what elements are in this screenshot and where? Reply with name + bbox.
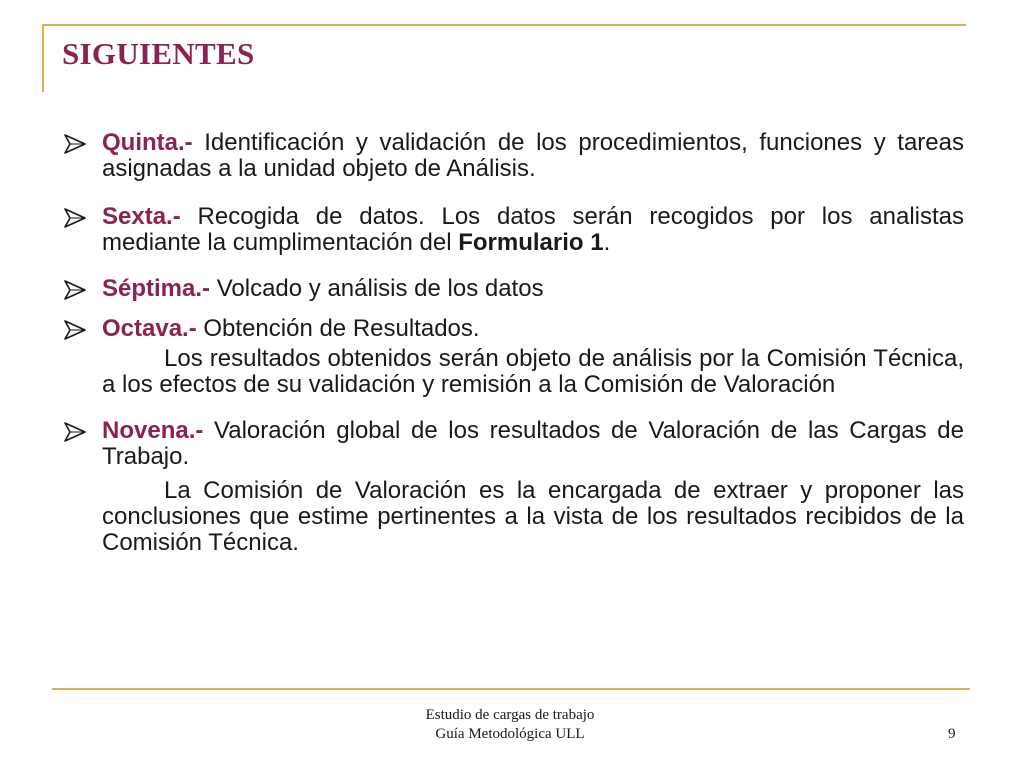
- item-paragraph-octava: Los resultados obtenidos serán objeto de análisis por la Comisión Técnica, a los efectos de su validación y remisión a la Comisión de Valoración: [102, 345, 964, 398]
- item-text: Obtención de Resultados.: [196, 315, 480, 342]
- arrowhead-bullet-icon: [64, 422, 86, 442]
- left-rule: [42, 24, 44, 92]
- list-item-quinta: [62, 130, 964, 182]
- item-lead: Quinta.-: [102, 129, 193, 156]
- item-lead: Novena.-: [102, 417, 204, 444]
- top-rule: [42, 24, 966, 26]
- list-item-octava: [62, 316, 964, 342]
- item-lead: Séptima.-: [102, 275, 211, 302]
- arrowhead-bullet-icon: [64, 134, 86, 154]
- arrowhead-bullet-icon: [64, 208, 86, 228]
- item-text: Recogida de datos. Los datos serán recogidos por los analistas mediante la cumplimentación del: [102, 203, 964, 256]
- list-item-septima: [62, 276, 964, 302]
- footer: [360, 706, 660, 744]
- slide-content: [62, 130, 964, 572]
- list-item-novena: [62, 418, 964, 470]
- item-text: Volcado y análisis de los datos: [210, 275, 544, 302]
- item-lead: Octava.-: [102, 315, 197, 342]
- bottom-rule: [52, 688, 970, 690]
- item-bold-text: Formulario 1: [458, 229, 604, 256]
- footer-line-2: Guía Metodológica ULL: [435, 726, 585, 742]
- item-paragraph-novena: La Comisión de Valoración es la encargada de extraer y proponer las conclusiones que estime pertinentes a la vista de los resultados recibidos de la Comisión Técnica.: [102, 477, 964, 556]
- slide-title: SIGUIENTES: [62, 36, 255, 71]
- page-number: 9: [948, 726, 956, 742]
- item-lead: Sexta.-: [102, 203, 181, 230]
- item-text: Identificación y validación de los procedimientos, funciones y tareas asignadas a la unidad objeto de Análisis.: [102, 129, 964, 182]
- list-item-sexta: [62, 204, 964, 256]
- arrowhead-bullet-icon: [64, 280, 86, 300]
- item-tail: .: [603, 229, 611, 256]
- footer-line-1: Estudio de cargas de trabajo: [425, 707, 595, 723]
- arrowhead-bullet-icon: [64, 320, 86, 340]
- item-text: Valoración global de los resultados de Valoración de las Cargas de Trabajo.: [102, 417, 964, 470]
